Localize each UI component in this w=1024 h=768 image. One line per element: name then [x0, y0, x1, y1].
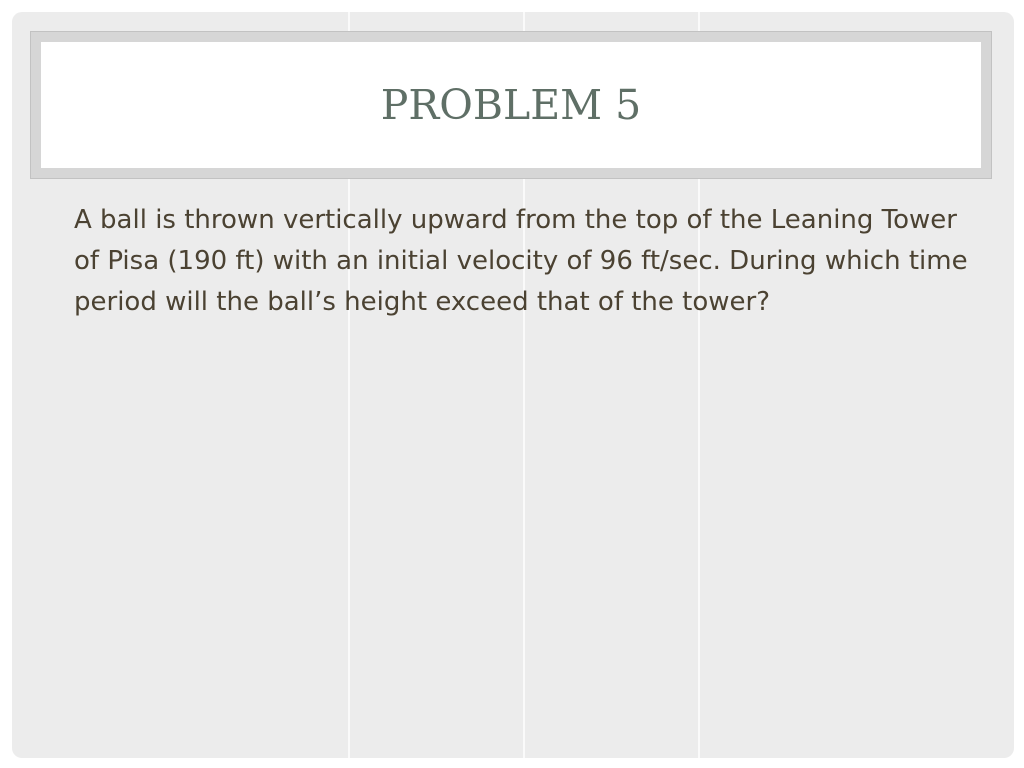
title-box: [41, 42, 981, 168]
title-frame: [30, 31, 992, 179]
slide: [12, 12, 1014, 758]
problem-text: A ball is thrown vertically upward from the top of the Leaning Tower of Pisa (190 ft) with an initial velocity of 96 ft/sec. During which time period will the ball’s height exceed that of the tower?: [74, 205, 968, 317]
slide-title: PROBLEM 5: [380, 81, 642, 129]
